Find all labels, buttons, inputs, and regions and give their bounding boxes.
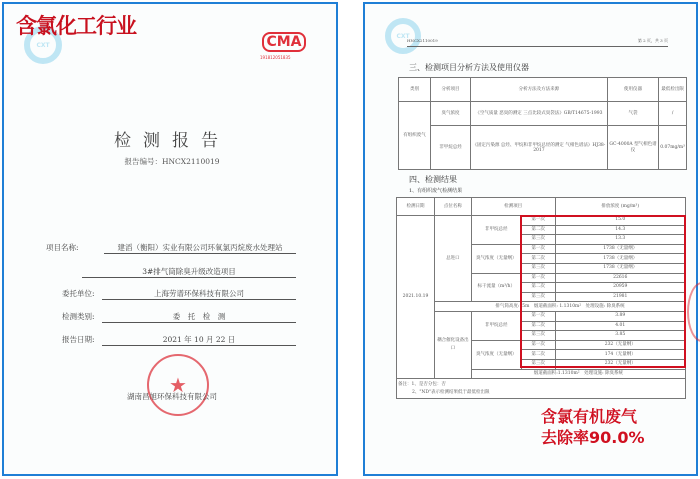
field-client: [62, 288, 296, 300]
field-value: 委 托 检 测: [102, 311, 296, 323]
table-cell: 第三次: [521, 292, 555, 302]
table-cell: 第三次: [521, 359, 555, 369]
industry-banner: 含氯化工行业: [16, 14, 136, 38]
header-cell: 分析方法及方法来源: [471, 78, 608, 102]
header-cell: 点位名称: [434, 198, 471, 216]
table-cell: 非甲烷总烃: [431, 125, 471, 169]
table-cell: 第一次: [521, 311, 555, 321]
table-cell: 烟道截面积:1.1310m² 处理设施: 除臭系统: [471, 369, 685, 379]
table-cell: 非甲烷总烃: [471, 216, 521, 245]
callout-line: 去除率90.0%: [541, 428, 645, 447]
field-value: 上海劳谱环保科技有限公司: [102, 288, 296, 300]
callout-line: 含氯有机废气: [541, 407, 638, 426]
note: 2、"ND"表示检测结果低于最低检出限: [412, 389, 490, 395]
company-logo: [385, 18, 421, 54]
page-number: 第 2 页，共 3 页: [637, 38, 668, 43]
highlight-box: [520, 215, 686, 368]
header-cell: 最低检出限: [659, 78, 687, 102]
header-cell: 分析项目: [431, 78, 471, 102]
table-cell: 总进口: [434, 216, 471, 302]
header-cell: 检测日期: [397, 198, 435, 216]
table-row: [399, 125, 687, 169]
table-header-row: [397, 198, 686, 216]
field-project-name-cont: [82, 266, 296, 278]
table-cell: 1738（无量纲）: [555, 244, 685, 254]
table-cell: 臭气浓度（无量纲）: [471, 340, 521, 369]
removal-rate-callout: [541, 406, 645, 448]
table-cell: 排气筒高度:15m 烟道截面积: 1.1310m² 处理设施: 除臭系统: [434, 302, 685, 312]
cma-text: MA: [276, 34, 302, 50]
seal-stamp: [687, 282, 700, 342]
report-page-panel: [363, 2, 698, 476]
table-cell: 232（无量纲）: [555, 340, 685, 350]
section-title-results: 四、检测结果: [409, 175, 457, 184]
table-cell: 第二次: [521, 321, 555, 331]
company-seal: ★: [147, 354, 209, 416]
field-label: 报告日期:: [62, 335, 95, 344]
table-cell: 第二次: [521, 254, 555, 264]
field-label: 检测类别:: [62, 312, 95, 321]
field-value: 2021 年 10 月 22 日: [102, 334, 296, 346]
table-cell: 第二次: [521, 283, 555, 293]
table-cell: 第三次: [521, 263, 555, 273]
table-cell: 第一次: [521, 244, 555, 254]
table-header-row: [399, 78, 687, 102]
table-cell: 有组织废气: [399, 101, 431, 169]
table-cell: 1738（无量纲）: [555, 263, 685, 273]
issuing-company: 湖南昌旭环保科技有限公司: [127, 392, 217, 401]
table-cell: 第一次: [521, 340, 555, 350]
methods-table: [398, 77, 687, 170]
field-value: 3#排气筒除臭升级改造项目: [82, 266, 296, 278]
cma-mark: CMA: [262, 32, 306, 52]
table-cell: 2021.10.19: [397, 216, 435, 379]
table-cell: 1738（无量纲）: [555, 254, 685, 264]
header-cell: 检测项目: [471, 198, 555, 216]
table-cell: 第一次: [521, 273, 555, 283]
table-cell: 4.01: [555, 321, 685, 331]
header-cell: 类别: [399, 78, 431, 102]
table-cell: 3.85: [555, 331, 685, 341]
table-cell: 3.89: [555, 311, 685, 321]
table-cell: 臭气浓度: [431, 101, 471, 125]
table-row: [399, 101, 687, 125]
table-cell: 非甲烷总烃: [471, 311, 521, 340]
table-cell: 第二次: [521, 225, 555, 235]
table-cell: 第一次: [521, 216, 555, 226]
subsection-title: 1、有组织废气检测结果: [409, 188, 463, 194]
header-cell: 使用仪器: [607, 78, 658, 102]
note: 备注：1、是否分包：否: [398, 381, 446, 387]
table-cell: 0.07mg/m³: [659, 125, 687, 169]
field-project-name: [46, 242, 296, 254]
table-cell: GC-4000A 型气相色谱仪: [607, 125, 658, 169]
table-cell: 232（无量纲）: [555, 359, 685, 369]
table-cell: 13.3: [555, 235, 685, 245]
table-cell: 臭气浓度（无量纲）: [471, 244, 521, 273]
table-cell: 《固定污染源 总烃、甲烷和非甲烷总烃的测定 气相色谱法》HJ38-2017: [471, 125, 608, 169]
table-cell: 第二次: [521, 350, 555, 360]
field-value: 建滔（衡阳）实业有限公司环氧氯丙烷废水处理站: [104, 242, 296, 254]
table-cell: 22616: [555, 273, 685, 283]
table-cell: /: [659, 101, 687, 125]
report-title: 检测报告: [114, 131, 230, 151]
section-title-methods: 三、检测项目分析方法及使用仪器: [409, 63, 529, 72]
logo-text: CXT: [396, 32, 410, 40]
report-number: HNCX2110019: [407, 38, 438, 43]
report-number: 报告编号：HNCX2110019: [124, 157, 220, 166]
table-cell: 14.3: [555, 225, 685, 235]
table-cell: 《空气质量 恶臭的测定 三点比较式臭袋法》GB/T14675-1993: [471, 101, 608, 125]
field-date: [62, 334, 296, 346]
table-cell: 耦合催化设备出口: [434, 311, 471, 378]
cma-number: 191812051835: [260, 55, 291, 60]
notes-row: [397, 379, 686, 399]
table-cell: 气袋: [607, 101, 658, 125]
field-label: 委托单位:: [62, 289, 95, 298]
table-cell: 174（无量纲）: [555, 350, 685, 360]
report-cover-panel: [2, 2, 338, 476]
table-cell: 标干流量（m³/h）: [471, 273, 521, 302]
table-cell: 21981: [555, 292, 685, 302]
header-cell: 排放浓度 (mg/m³): [555, 198, 685, 216]
table-cell: 20959: [555, 283, 685, 293]
table-cell: 第三次: [521, 331, 555, 341]
logo-text: CXT: [36, 41, 50, 49]
page-header: [407, 38, 668, 47]
table-cell: 15.0: [555, 216, 685, 226]
field-type: [62, 311, 296, 323]
table-cell: 第三次: [521, 235, 555, 245]
field-label: 项目名称:: [46, 243, 79, 252]
